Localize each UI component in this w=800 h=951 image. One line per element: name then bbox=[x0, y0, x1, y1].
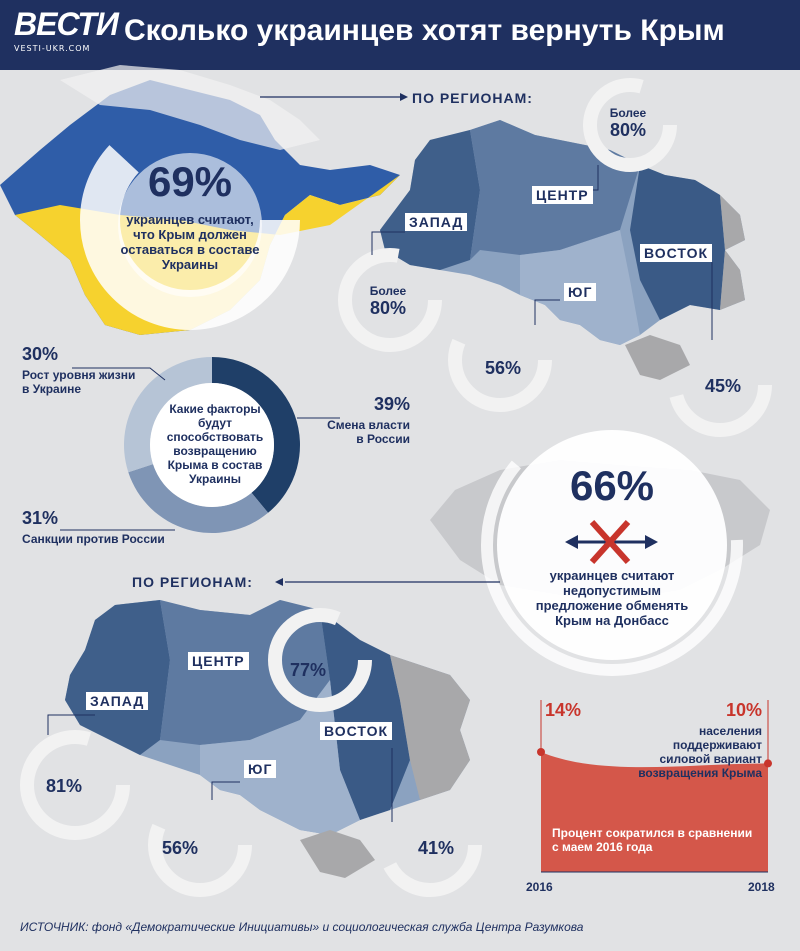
donut-center-line: Крыма в состав bbox=[167, 458, 263, 472]
top-east-value: 45% bbox=[705, 376, 742, 396]
donut-center-line: Какие факторы bbox=[169, 402, 261, 416]
factor-31-value: 31% bbox=[22, 508, 59, 528]
factor-39-label bbox=[300, 418, 410, 446]
text-66-block bbox=[522, 568, 702, 628]
text-69-line: украинцев считают, bbox=[126, 212, 254, 227]
top-center-value-prefix: Более bbox=[609, 106, 647, 120]
trend-end-year: 2018 bbox=[748, 880, 775, 894]
trend-note-line: Процент сократился в сравнении bbox=[552, 826, 753, 840]
donut-center-text bbox=[155, 402, 275, 486]
arrow-head-bottom bbox=[275, 578, 283, 586]
bottom-south-label: ЮГ bbox=[244, 760, 276, 778]
map-top-crimea-shape bbox=[625, 335, 690, 380]
trend-note-line: с маем 2016 года bbox=[552, 840, 653, 854]
text-69-line: Украины bbox=[161, 257, 219, 272]
bottom-west-value: 81% bbox=[46, 776, 83, 796]
text-66-line: Крым на Донбасс bbox=[555, 613, 669, 628]
trend-end-text-line: силовой вариант bbox=[659, 752, 762, 766]
bottom-east-label: ВОСТОК bbox=[320, 722, 392, 740]
text-69-line: оставаться в составе bbox=[120, 242, 260, 257]
map-bottom-crimea-shape bbox=[300, 830, 375, 878]
top-east-label: ВОСТОК bbox=[640, 244, 712, 262]
bottom-center-value: 77% bbox=[290, 660, 327, 680]
text-66-line: недопустимым bbox=[563, 583, 661, 598]
trend-point bbox=[537, 748, 545, 756]
top-west-value-prefix: Более bbox=[369, 284, 407, 298]
trend-start-year: 2016 bbox=[526, 880, 553, 894]
donut-center-line: способствовать bbox=[166, 430, 264, 444]
logo-text: ВЕСТИ bbox=[14, 6, 118, 42]
percent-69: 69% bbox=[147, 158, 233, 205]
factor-30-label bbox=[22, 368, 135, 396]
text-66-line: предложение обменять bbox=[535, 598, 689, 613]
trend-end-value: 10% bbox=[725, 700, 762, 720]
logo-url: VESTI-UKR.COM bbox=[14, 44, 91, 53]
page-title: Сколько украинцев хотят вернуть Крым bbox=[124, 14, 725, 47]
factor-31-label: Санкции против России bbox=[22, 532, 165, 546]
bottom-east-value: 41% bbox=[418, 838, 455, 858]
arrow-head-top bbox=[400, 93, 408, 101]
factor-39-value: 39% bbox=[373, 394, 410, 414]
percent-66: 66% bbox=[569, 462, 655, 509]
top-south-label: ЮГ bbox=[564, 283, 596, 301]
trend-point bbox=[764, 759, 772, 767]
text-69-line: что Крым должен bbox=[133, 227, 247, 242]
bottom-west-label: ЗАПАД bbox=[86, 692, 148, 710]
trend-start-value: 14% bbox=[545, 700, 582, 720]
factor-39-label-line: в России bbox=[356, 432, 410, 446]
donut-center-line: возвращению bbox=[173, 444, 257, 458]
top-south-value: 56% bbox=[485, 358, 522, 378]
by-regions-label-top: ПО РЕГИОНАМ: bbox=[412, 90, 533, 106]
top-west-value: 80% bbox=[369, 298, 407, 318]
factor-30-value: 30% bbox=[22, 344, 59, 364]
by-regions-label-bottom: ПО РЕГИОНАМ: bbox=[132, 574, 253, 590]
text-69-block bbox=[105, 212, 275, 272]
trend-note bbox=[552, 826, 762, 854]
factor-30-label-line: в Украине bbox=[22, 382, 82, 396]
text-66-line: украинцев считают bbox=[549, 568, 675, 583]
donut-center-line: Украины bbox=[189, 472, 241, 486]
trend-end-text-line: возвращения Крыма bbox=[638, 766, 762, 780]
top-west-label: ЗАПАД bbox=[405, 213, 467, 231]
bottom-center-label: ЦЕНТР bbox=[188, 652, 249, 670]
trend-end-text bbox=[630, 724, 762, 780]
top-center-value: 80% bbox=[609, 120, 647, 140]
source-note: ИСТОЧНИК: фонд «Демократические Инициативы» и социологическая служба Центра Разумкова bbox=[20, 920, 584, 934]
ukraine-map-bottom bbox=[65, 600, 470, 878]
donut-center-line: будут bbox=[197, 416, 233, 430]
top-center-label: ЦЕНТР bbox=[532, 186, 593, 204]
factor-39-label-line: Смена власти bbox=[327, 418, 410, 432]
trend-end-text-line: поддерживают bbox=[672, 738, 762, 752]
factor-30-label-line: Рост уровня жизни bbox=[22, 368, 136, 382]
bottom-south-value: 56% bbox=[162, 838, 199, 858]
trend-end-text-line: населения bbox=[698, 724, 762, 738]
